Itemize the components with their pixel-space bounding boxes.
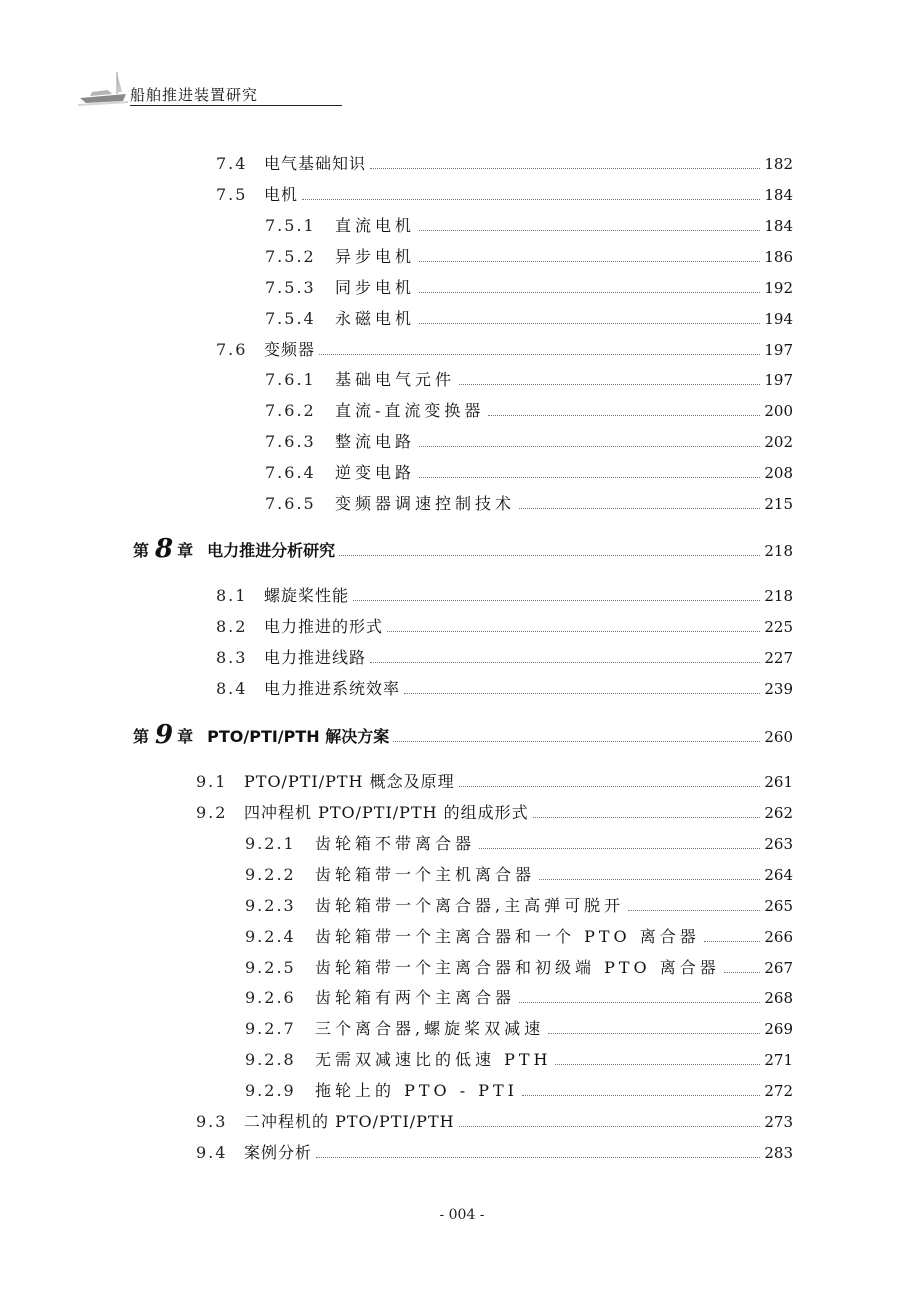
entry-number: 9.2.9 [245,1081,296,1100]
entry-number: 7.5.4 [265,309,316,328]
dot-leader [370,661,760,663]
running-header [78,70,278,110]
dot-leader [419,260,760,262]
chapter-prefix: 第 [133,541,150,560]
entry-page: 283 [764,1144,793,1162]
toc-subsection[interactable] [265,305,793,329]
toc-chapter[interactable] [133,534,793,564]
toc-subsection[interactable] [265,397,793,421]
entry-page: 273 [764,1113,793,1131]
book-title: 船舶推进装置研究 [130,86,259,104]
chapter-number: 8 [155,534,174,564]
toc-subsection[interactable] [245,830,793,854]
entry-number: 9.2.3 [245,896,296,915]
entry-page: 269 [764,1020,793,1038]
entry-page: 263 [764,835,793,853]
toc-subsection[interactable] [265,274,793,298]
toc-section[interactable] [196,768,793,792]
entry-title: 四冲程机 PTO/PTI/PTH 的组成形式 [244,803,529,822]
entry-page: 272 [764,1082,793,1100]
entry-number: 9.3 [196,1112,228,1131]
entry-number: 9.2.2 [245,865,296,884]
dot-leader [459,383,760,385]
entry-number: 9.2.6 [245,988,296,1007]
dot-leader [628,909,760,911]
dot-leader [387,630,760,632]
entry-number: 7.6.2 [265,401,316,420]
entry-title: 异步电机 [335,247,416,266]
entry-title: 电机 [264,185,299,204]
dot-leader [479,847,760,849]
chapter-suffix: 章 [177,727,194,746]
toc-section[interactable] [216,336,793,360]
entry-page: 239 [764,680,793,698]
toc-subsection[interactable] [265,490,793,514]
entry-number: 9.2.5 [245,958,296,977]
entry-page: 197 [764,371,793,389]
entry-number: 9.1 [196,772,228,791]
toc-subsection[interactable] [245,984,793,1008]
entry-page: 225 [764,618,793,636]
toc-subsection[interactable] [245,892,793,916]
toc-subsection[interactable] [245,954,793,978]
entry-title: 直流-直流变换器 [335,401,485,420]
entry-page: 266 [764,928,793,946]
dot-leader [488,414,760,416]
entry-number: 9.2.8 [245,1050,296,1069]
dot-leader [419,291,760,293]
entry-title: 逆变电路 [335,463,416,482]
entry-title: 变频器 [264,340,316,359]
dot-leader [319,353,760,355]
dot-leader [519,507,760,509]
entry-page: 271 [764,1051,793,1069]
entry-title: 齿轮箱带一个离合器,主高弹可脱开 [315,896,625,915]
toc-subsection[interactable] [245,1077,793,1101]
dot-leader [419,322,760,324]
entry-number: 8.1 [216,586,248,605]
toc-section[interactable] [216,644,793,668]
entry-title: PTO/PTI/PTH 概念及原理 [244,772,455,791]
dot-leader [404,692,760,694]
dot-leader [533,816,761,818]
entry-title: 电力推进线路 [264,648,367,667]
entry-title: 齿轮箱有两个主离合器 [315,988,516,1007]
entry-page: 202 [764,433,793,451]
entry-number: 7.6.1 [265,370,316,389]
entry-number: 8.3 [216,648,248,667]
toc-chapter[interactable] [133,720,793,750]
dot-leader [393,740,760,742]
entry-title: 电气基础知识 [264,154,367,173]
entry-number: 8.2 [216,617,248,636]
entry-title: 同步电机 [335,278,416,297]
entry-number: 7.5.2 [265,247,316,266]
entry-page: 194 [764,310,793,328]
toc-subsection[interactable] [265,459,793,483]
toc-section[interactable] [216,613,793,637]
dot-leader [419,445,760,447]
header-rule [130,105,342,106]
dot-leader [353,599,760,601]
entry-page: 260 [764,728,793,746]
entry-page: 227 [764,649,793,667]
entry-page: 218 [764,587,793,605]
dot-leader [539,878,760,880]
dot-leader [522,1094,760,1096]
entry-title: 齿轮箱带一个主机离合器 [315,865,536,884]
entry-number: 9.4 [196,1143,228,1162]
entry-title: 基础电气元件 [335,370,456,389]
toc-subsection[interactable] [245,861,793,885]
toc-section[interactable] [216,150,793,174]
chapter-suffix: 章 [177,541,194,560]
entry-number: 7.5 [216,185,248,204]
toc-section[interactable] [196,1139,793,1163]
chapter-prefix: 第 [133,727,150,746]
entry-title: 整流电路 [335,432,416,451]
entry-number: 9.2.7 [245,1019,296,1038]
entry-title: 齿轮箱带一个主离合器和一个 PTO 离合器 [315,927,700,946]
dot-leader [459,785,761,787]
entry-number: 7.5.1 [265,216,316,235]
toc-subsection[interactable] [245,1046,793,1070]
entry-number: 7.6.5 [265,494,316,513]
entry-number: 7.5.3 [265,278,316,297]
entry-title: 拖轮上的 PTO - PTI [315,1081,518,1100]
entry-title: 电力推进的形式 [264,617,384,636]
entry-page: 200 [764,402,793,420]
entry-page: 215 [764,495,793,513]
toc-subsection[interactable] [265,243,793,267]
entry-page: 186 [764,248,793,266]
entry-page: 197 [764,341,793,359]
dot-leader [555,1063,760,1065]
entry-title: 齿轮箱不带离合器 [315,834,476,853]
toc-section[interactable] [196,799,793,823]
entry-title: 案例分析 [244,1143,313,1162]
entry-title: 永磁电机 [335,309,416,328]
entry-page: 192 [764,279,793,297]
toc-section[interactable] [216,582,793,606]
ship-icon [78,70,128,110]
entry-number: 9.2.1 [245,834,296,853]
dot-leader [339,554,760,556]
toc-subsection[interactable] [265,212,793,236]
entry-title: 变频器调速控制技术 [335,494,516,513]
dot-leader [370,167,760,169]
entry-title: 二冲程机的 PTO/PTI/PTH [244,1112,455,1131]
entry-title: 齿轮箱带一个主离合器和初级端 PTO 离合器 [315,958,720,977]
page-number: - 004 - [439,1207,485,1223]
toc-subsection[interactable] [245,1015,793,1039]
toc-section[interactable] [196,1108,793,1132]
entry-title: 三个离合器,螺旋桨双减速 [315,1019,545,1038]
entry-page: 264 [764,866,793,884]
entry-page: 184 [764,186,793,204]
entry-number: 7.4 [216,154,248,173]
dot-leader [519,1001,760,1003]
entry-number: 8.4 [216,679,248,698]
toc-section[interactable] [216,675,793,699]
entry-number: 9.2.4 [245,927,296,946]
entry-title: 无需双减速比的低速 PTH [315,1050,552,1069]
toc-section[interactable] [216,181,793,205]
entry-page: 182 [764,155,793,173]
dot-leader [419,229,760,231]
dot-leader [302,198,760,200]
entry-page: 208 [764,464,793,482]
dot-leader [419,476,760,478]
entry-number: 7.6.3 [265,432,316,451]
entry-number: 7.6.4 [265,463,316,482]
entry-number: 9.2 [196,803,228,822]
entry-title: 电力推进分析研究 [207,541,336,560]
entry-title: 螺旋桨性能 [264,586,350,605]
entry-title: 电力推进系统效率 [264,679,401,698]
entry-page: 265 [764,897,793,915]
dot-leader [459,1125,761,1127]
toc-subsection[interactable] [265,366,793,390]
entry-page: 218 [764,542,793,560]
dot-leader [724,971,761,973]
entry-page: 262 [764,804,793,822]
entry-title: 直流电机 [335,216,416,235]
dot-leader [548,1032,760,1034]
entry-page: 267 [764,959,793,977]
chapter-number: 9 [155,720,174,750]
dot-leader [704,940,761,942]
entry-number: 7.6 [216,340,248,359]
entry-page: 261 [764,773,793,791]
toc-subsection[interactable] [265,428,793,452]
toc-subsection[interactable] [245,923,793,947]
entry-page: 268 [764,989,793,1007]
entry-title: PTO/PTI/PTH 解决方案 [207,727,390,746]
entry-page: 184 [764,217,793,235]
dot-leader [316,1156,760,1158]
